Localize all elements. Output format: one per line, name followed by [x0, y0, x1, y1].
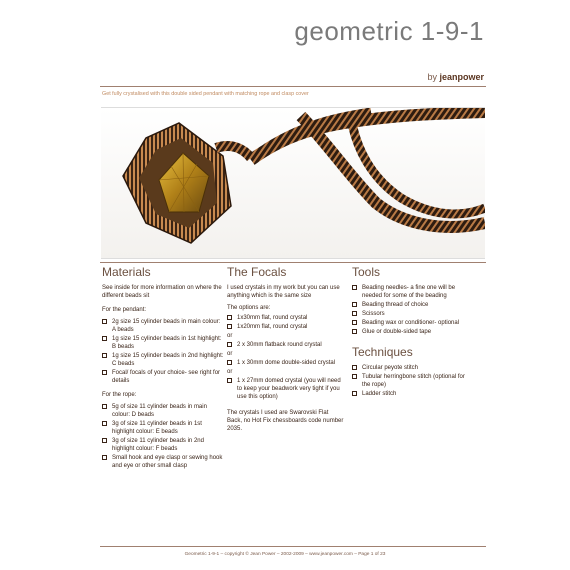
tools-column — [352, 264, 474, 402]
checkbox-icon — [352, 302, 357, 307]
focals-heading: The Focals — [227, 265, 287, 279]
rope-label: For the rope: — [102, 392, 137, 398]
focals-text: I used crystals in my work but you can use anything which is the same size — [227, 285, 340, 299]
checkbox-icon — [227, 324, 232, 329]
list-item: 1g size 15 cylinder beads in 2nd highlight: C beads — [102, 352, 224, 368]
list-item: 2g size 15 cylinder beads in main colour: A beads — [102, 318, 224, 334]
options-list-4 — [227, 377, 345, 401]
intro-text: Get fully crystalised with this double sided pendant with matching rope and clasp cover — [102, 91, 309, 97]
checkbox-icon — [102, 336, 107, 341]
focals-column — [227, 264, 345, 437]
list-item: 5g of size 11 cylinder beads in main colour: D beads — [102, 403, 224, 419]
checkbox-icon — [352, 320, 357, 325]
checkbox-icon — [102, 438, 107, 443]
list-item: Beading thread of choice — [352, 301, 474, 309]
product-photo — [101, 107, 485, 259]
list-item: Tubular herringbone stitch (optional for the rope) — [352, 373, 474, 389]
rope-list — [102, 403, 224, 470]
list-item: 1x30mm flat, round crystal — [227, 314, 345, 322]
techniques-list — [352, 364, 474, 398]
byline-by: by — [427, 72, 437, 82]
checkbox-icon — [102, 353, 107, 358]
materials-column — [102, 264, 224, 474]
list-item: 1 x 27mm domed crystal (you will need to keep your beadwork very tight if you use this option) — [227, 377, 345, 401]
byline — [427, 72, 484, 82]
checkbox-icon — [102, 455, 107, 460]
options-label: The options are: — [227, 305, 271, 311]
crystal-note: The crystals I used are Swarovski Flat Back, no Hot Fix chessboards code number 2035. — [227, 410, 344, 432]
list-item: Beading needles- a fine one will be needed for some of the beading — [352, 284, 474, 300]
checkbox-icon — [352, 311, 357, 316]
checkbox-icon — [227, 315, 232, 320]
checkbox-icon — [102, 319, 107, 324]
checkbox-icon — [352, 374, 357, 379]
or-separator: or — [227, 333, 233, 339]
list-item: Glue or double-sided tape — [352, 328, 474, 336]
checkbox-icon — [352, 285, 357, 290]
materials-note: See inside for more information on where the different beads sit — [102, 285, 222, 299]
or-separator: or — [227, 369, 233, 375]
pendant-list — [102, 318, 224, 385]
document-title: geometric 1-9-1 — [294, 16, 484, 46]
options-list-2 — [227, 341, 345, 349]
footer-rule — [100, 546, 486, 547]
checkbox-icon — [102, 421, 107, 426]
checkbox-icon — [227, 360, 232, 365]
checkbox-icon — [352, 365, 357, 370]
pendant-illustration — [101, 108, 485, 258]
header-rule — [100, 86, 486, 87]
page-footer: Geometric 1-9-1 – copyright © Jean Power – 2002-2009 – www.jeanpower.com – Page 1 of 23 — [184, 552, 386, 557]
list-item: 3g of size 11 cylinder beads in 2nd highlight colour: F beads — [102, 437, 224, 453]
list-item: 1x20mm flat, round crystal — [227, 323, 345, 331]
options-list — [227, 314, 345, 331]
list-item: Small hook and eye clasp or sewing hook and eye or other small clasp — [102, 454, 224, 470]
section-rule — [100, 262, 486, 263]
checkbox-icon — [352, 329, 357, 334]
tools-list — [352, 284, 474, 336]
list-item: 1g size 15 cylinder beads in 1st highlight: B beads — [102, 335, 224, 351]
brand-name: jeanpower — [439, 72, 484, 82]
or-separator: or — [227, 351, 233, 357]
list-item: Scissors — [352, 310, 474, 318]
pendant-label: For the pendant: — [102, 307, 147, 313]
checkbox-icon — [227, 342, 232, 347]
materials-heading: Materials — [102, 265, 151, 279]
options-list-3 — [227, 359, 345, 367]
list-item: Focal/ focals of your choice- see right for details — [102, 369, 224, 385]
list-item: 1 x 30mm dome double-sided crystal — [227, 359, 345, 367]
techniques-heading: Techniques — [352, 345, 413, 359]
tools-heading: Tools — [352, 265, 381, 279]
list-item: Circular peyote stitch — [352, 364, 474, 372]
checkbox-icon — [102, 404, 107, 409]
checkbox-icon — [102, 370, 107, 375]
list-item: Beading wax or conditioner- optional — [352, 319, 474, 327]
list-item: Ladder stitch — [352, 390, 474, 398]
checkbox-icon — [227, 378, 232, 383]
list-item: 2 x 30mm flatback round crystal — [227, 341, 345, 349]
checkbox-icon — [352, 391, 357, 396]
list-item: 3g of size 11 cylinder beads in 1st highlight colour: E beads — [102, 420, 224, 436]
